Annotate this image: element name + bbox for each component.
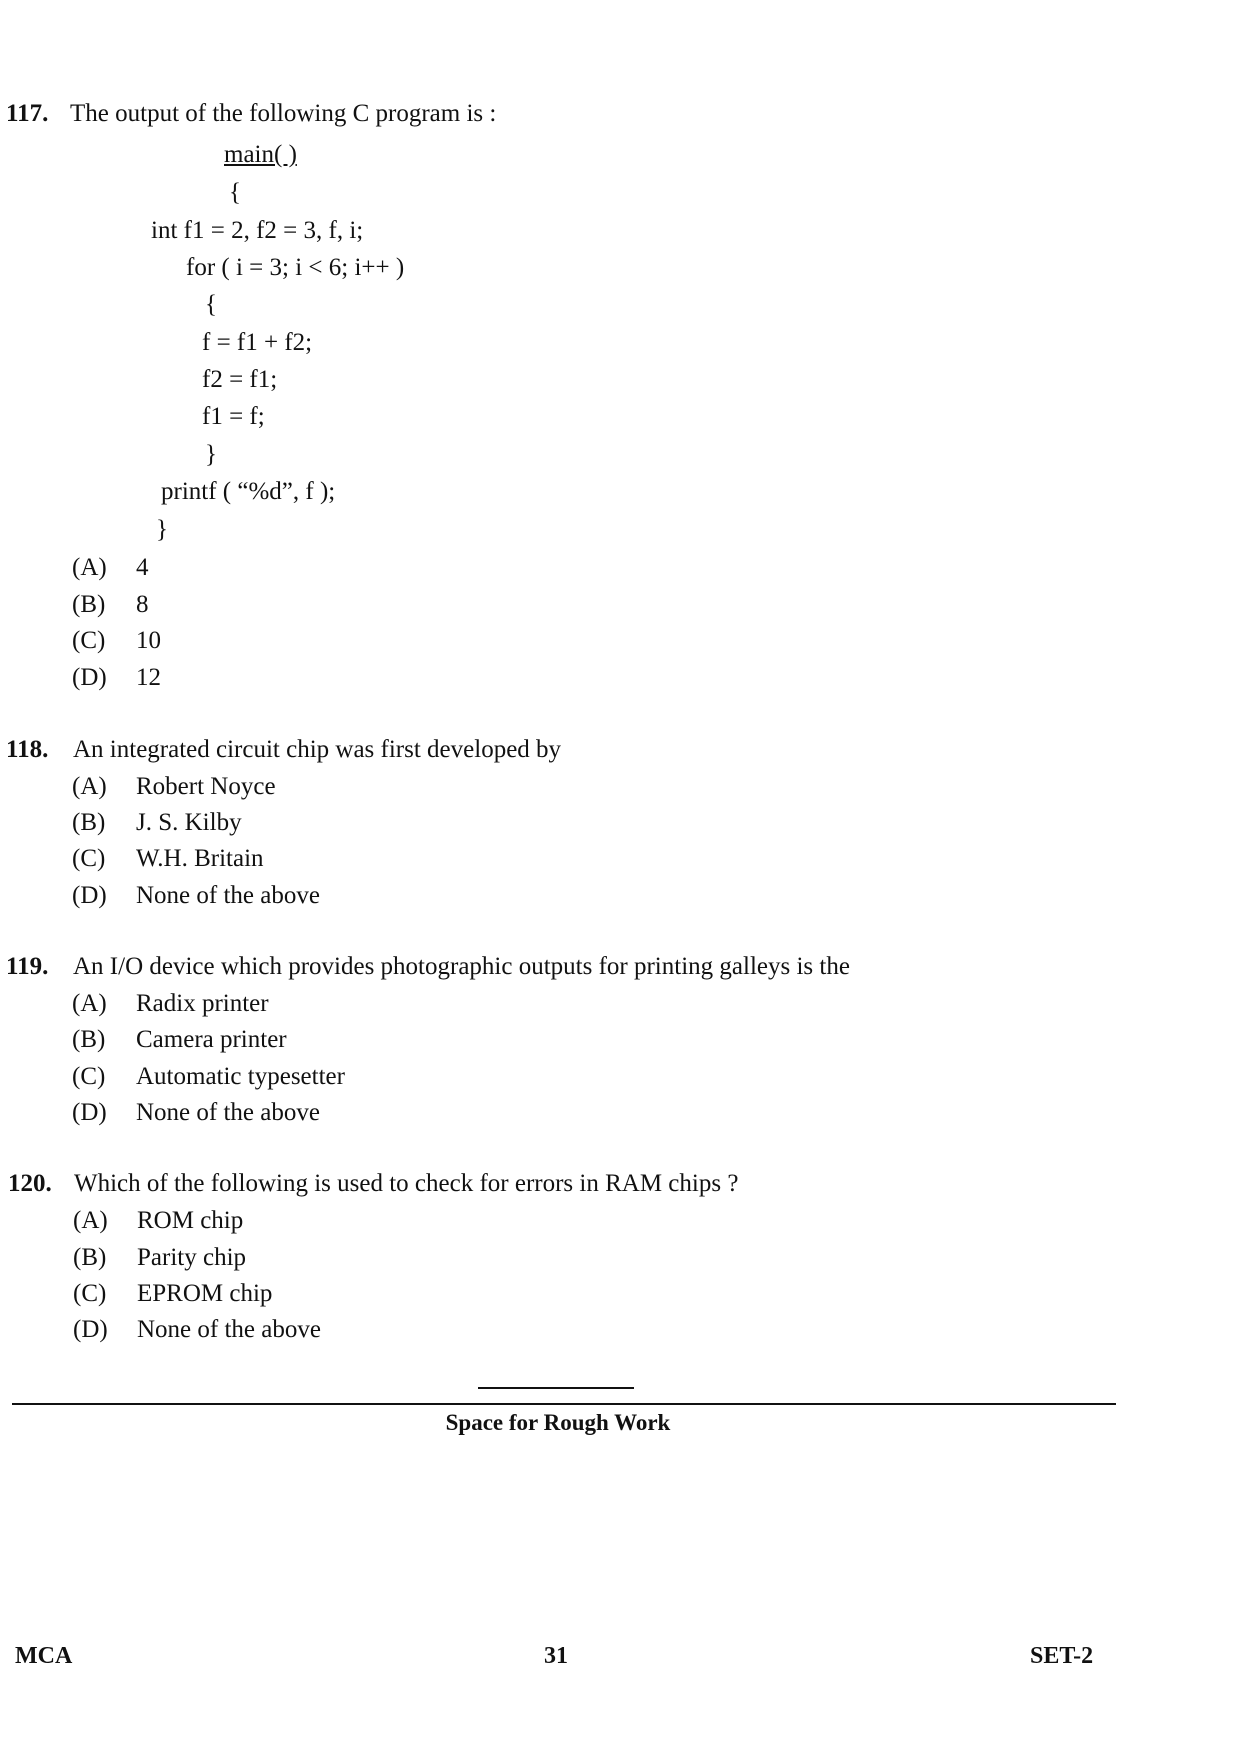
code-line-f1-assign: f1 = f;: [202, 403, 265, 430]
footer-set-code: SET-2: [1030, 1643, 1094, 1669]
question-117-option-a: (A) 4: [72, 554, 149, 581]
code-line-loop-open: {: [205, 291, 217, 318]
question-120-option-d: (D) None of the above: [73, 1316, 321, 1343]
code-line-printf: printf ( “%d”, f );: [161, 478, 336, 505]
end-of-questions-rule: [478, 1387, 634, 1389]
question-120-option-a: (A) ROM chip: [73, 1207, 244, 1234]
question-117-text: The output of the following C program is :: [70, 100, 497, 127]
question-118-text: An integrated circuit chip was first developed by: [73, 736, 562, 763]
question-118-option-d: (D) None of the above: [72, 882, 320, 909]
question-118-option-c: (C) W.H. Britain: [72, 845, 264, 872]
question-119-text: An I/O device which provides photographic outputs for printing galleys is the: [73, 953, 850, 980]
footer-page-number: 31: [544, 1643, 568, 1669]
code-line-for: for ( i = 3; i < 6; i++ ): [186, 254, 405, 281]
code-line-main: main( ): [224, 141, 297, 168]
rough-work-divider: [12, 1403, 1116, 1405]
code-line-close-brace: }: [156, 516, 168, 543]
question-119-number: 119.: [6, 953, 49, 980]
code-line-f-assign: f = f1 + f2;: [202, 329, 313, 356]
question-120-text: Which of the following is used to check for errors in RAM chips ?: [74, 1170, 739, 1197]
question-117-option-c: (C) 10: [72, 627, 161, 654]
rough-work-heading: Space for Rough Work: [445, 1410, 671, 1435]
question-117-option-d: (D) 12: [72, 664, 161, 691]
code-line-loop-close: }: [205, 441, 217, 468]
question-120-option-c: (C) EPROM chip: [73, 1280, 273, 1307]
question-117-option-b: (B) 8: [72, 591, 149, 618]
code-line-f2-assign: f2 = f1;: [202, 366, 278, 393]
question-118-option-b: (B) J. S. Kilby: [72, 809, 242, 836]
question-117-number: 117.: [6, 100, 49, 127]
code-line-declaration: int f1 = 2, f2 = 3, f, i;: [151, 217, 364, 244]
question-118-number: 118.: [6, 736, 49, 763]
question-119-option-d: (D) None of the above: [72, 1099, 320, 1126]
question-118-option-a: (A) Robert Noyce: [72, 773, 276, 800]
question-119-option-c: (C) Automatic typesetter: [72, 1063, 345, 1090]
code-line-open-brace: {: [229, 179, 241, 206]
question-120-number: 120.: [8, 1170, 52, 1197]
question-119-option-a: (A) Radix printer: [72, 990, 269, 1017]
question-119-option-b: (B) Camera printer: [72, 1026, 287, 1053]
question-120-option-b: (B) Parity chip: [73, 1244, 247, 1271]
footer-course-code: MCA: [15, 1643, 73, 1669]
